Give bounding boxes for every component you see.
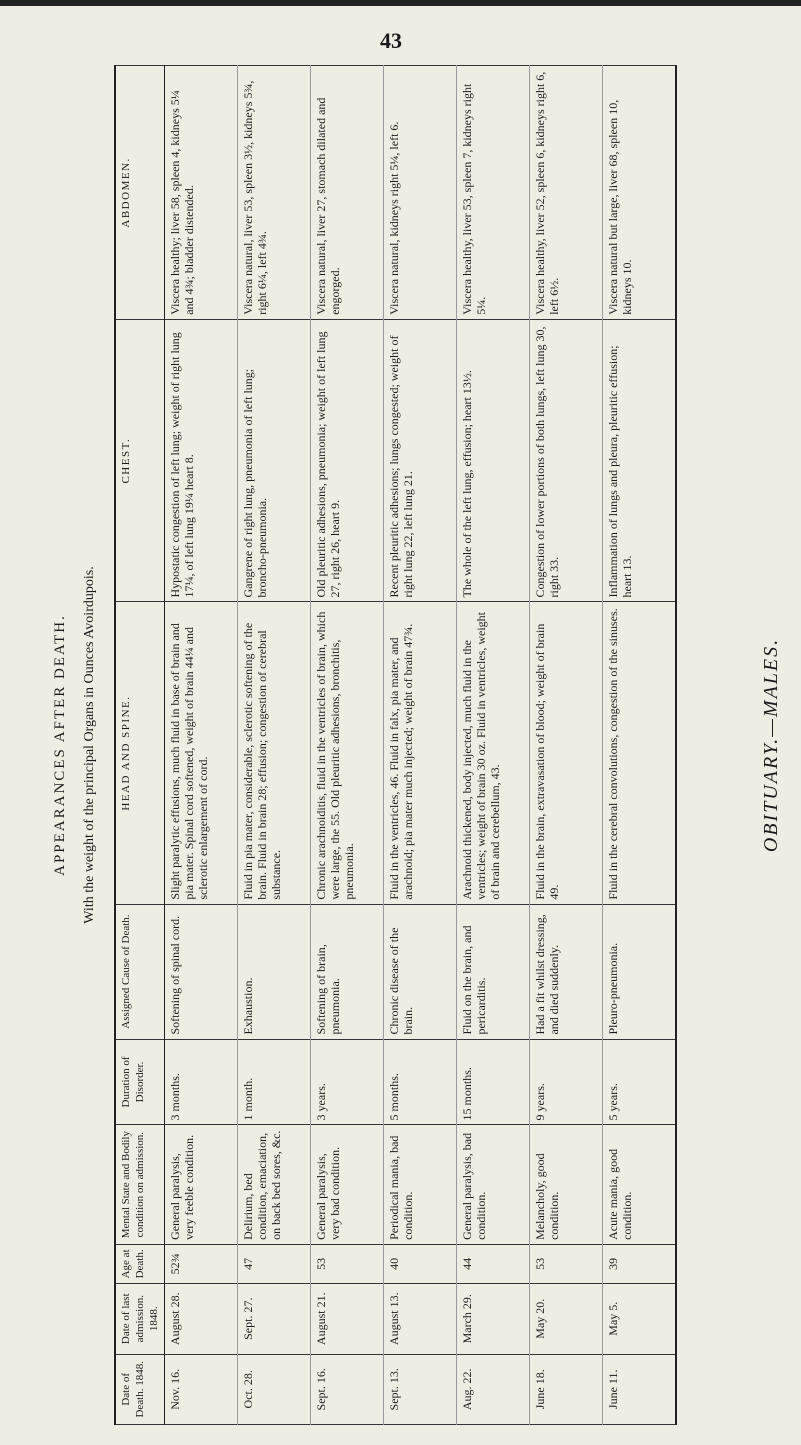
header-head-and-spine: HEAD AND SPINE. (115, 602, 165, 904)
table-subtitle: With the weight of the principal Organs in Ounces Avoirdupois. (82, 566, 97, 924)
cell-head-and-spine: Slight paralytic effusions, much fluid in base of brain and pia mater. Spinal cord softened, weight of brain 44¼ and sclerotic enlargement of cord. (165, 602, 238, 904)
cell-head-and-spine: Fluid in the brain, extravasation of blood; weight of brain 49. (530, 602, 603, 904)
header-mental-state: Mental State and Bodily condition on admission. (115, 1125, 165, 1244)
cell-abdomen: Viscera natural, kidneys right 5¼, left 6. (384, 66, 457, 320)
cell-abdomen: Viscera natural, liver 27, stomach dilated and engorged. (311, 66, 384, 320)
cell-date-of-death: Sept. 16. (311, 1354, 384, 1424)
cell-age: 39 (603, 1244, 677, 1283)
header-date-of-death: Date of Death. 1848. (115, 1354, 165, 1424)
cell-mental-state: General paralysis, bad condition. (457, 1125, 530, 1244)
cell-chest: Recent pleuritic adhesions; lungs congested; weight of right lung 22, left lung 21. (384, 319, 457, 602)
header-row (115, 66, 165, 1425)
cell-date-of-death: Nov. 16. (165, 1354, 238, 1424)
cell-chest: Hypostatic congestion of left lung; weight of right lung 17¼, of left lung 19¼ heart 8. (165, 319, 238, 602)
cell-mental-state: Delirium, bed condition, emaciation, on back bed sores, &c. (238, 1125, 311, 1244)
rotated-document (44, 65, 784, 1425)
header-cause: Assigned Cause of Death. (115, 904, 165, 1039)
cell-chest: Congestion of lower portions of both lungs, left lung 30, right 33. (530, 319, 603, 602)
cell-age: 52¾ (165, 1244, 238, 1283)
table-title: APPEARANCES AFTER DEATH. (52, 614, 68, 876)
cell-mental-state: Melancholy, good condition. (530, 1125, 603, 1244)
cell-cause: Exhaustion. (238, 904, 311, 1039)
table-row (311, 66, 384, 1425)
header-duration: Duration of Disorder. (115, 1039, 165, 1125)
header-chest: CHEST. (115, 319, 165, 602)
cell-age: 47 (238, 1244, 311, 1283)
cell-duration: 3 months. (165, 1039, 238, 1125)
cell-chest: The whole of the left lung, effusion; heart 13½. (457, 319, 530, 602)
table-row (457, 66, 530, 1425)
cell-chest: Old pleuritic adhesions, pneumonia; weight of left lung 27, right 26, heart 9. (311, 319, 384, 602)
cell-head-and-spine: Fluid in the cerebral convolutions, congestion of the sinuses. (603, 602, 677, 904)
cell-duration: 5 years. (603, 1039, 677, 1125)
cell-duration: 9 years. (530, 1039, 603, 1125)
table-row (530, 66, 603, 1425)
cell-date-of-death: Sept. 13. (384, 1354, 457, 1424)
table-body (165, 66, 677, 1425)
cell-date-of-admission: March 29. (457, 1283, 530, 1354)
table-row (384, 66, 457, 1425)
cell-head-and-spine: Chronic arachnoiditis, fluid in the ventricles of brain, which were large, the 55. Old pleuritic adhesions, bronchitis, pneumonia. (311, 602, 384, 904)
cell-abdomen: Viscera healthy, liver 53, spleen 7, kidneys right 5¼. (457, 66, 530, 320)
cell-date-of-death: June 18. (530, 1354, 603, 1424)
top-border (0, 0, 801, 6)
cell-date-of-admission: May 5. (603, 1283, 677, 1354)
cell-mental-state: Periodical mania, bad condition. (384, 1125, 457, 1244)
cell-head-and-spine: Fluid in pia mater, considerable, sclerotic softening of the brain. Fluid in brain 28; effusion; congestion of cerebral substance. (238, 602, 311, 904)
header-age: Age at Death. (115, 1244, 165, 1283)
cell-abdomen: Viscera natural but large, liver 68, spleen 10, kidneys 10. (603, 66, 677, 320)
cell-head-and-spine: Fluid in the ventricles, 46. Fluid in falx, pia mater, and arachnoid; pia mater much injected; weight of brain 47¾. (384, 602, 457, 904)
cell-duration: 15 months. (457, 1039, 530, 1125)
cell-date-of-admission: August 21. (311, 1283, 384, 1354)
page-number: 43 (380, 28, 402, 53)
cell-date-of-admission: August 28. (165, 1283, 238, 1354)
cell-mental-state: General paralysis, very bad condition. (311, 1125, 384, 1244)
cell-date-of-admission: August 13. (384, 1283, 457, 1354)
cell-cause: Had a fit whilst dressing, and died suddenly. (530, 904, 603, 1039)
cell-date-of-death: June 11. (603, 1354, 677, 1424)
header-date-of-admission: Date of last admission. 1848. (115, 1283, 165, 1354)
cell-age: 44 (457, 1244, 530, 1283)
cell-abdomen: Viscera natural, liver 53, spleen 3½, kidneys 5¾, right 6¼, left 4¾. (238, 66, 311, 320)
cell-mental-state: Acute mania, good condition. (603, 1125, 677, 1244)
cell-cause: Pleuro-pneumonia. (603, 904, 677, 1039)
cell-age: 53 (311, 1244, 384, 1283)
cell-abdomen: Viscera healthy, liver 52, spleen 6, kidneys right 6, left 6½. (530, 66, 603, 320)
cell-date-of-admission: Sept. 27. (238, 1283, 311, 1354)
table-row (165, 66, 238, 1425)
cell-cause: Softening of spinal cord. (165, 904, 238, 1039)
cell-cause: Softening of brain, pneumonia. (311, 904, 384, 1039)
obituary-table (114, 65, 677, 1425)
cell-cause: Chronic disease of the brain. (384, 904, 457, 1039)
cell-head-and-spine: Arachnoid thickened, body injected, much fluid in the ventricles; weight of brain 30 oz. Fluid in ventricles, weight of brain and cerebellum, 43. (457, 602, 530, 904)
cell-duration: 3 years. (311, 1039, 384, 1125)
cell-duration: 1 month. (238, 1039, 311, 1125)
cell-date-of-admission: May 20. (530, 1283, 603, 1354)
cell-date-of-death: Oct. 28. (238, 1354, 311, 1424)
header-abdomen: ABDOMEN. (115, 66, 165, 320)
table-row (603, 66, 677, 1425)
cell-date-of-death: Aug. 22. (457, 1354, 530, 1424)
cell-chest: Inflammation of lungs and pleura, pleuritic effusion; heart 13. (603, 319, 677, 602)
running-head: OBITUARY.—MALES. (760, 637, 782, 853)
cell-mental-state: General paralysis, very feeble condition. (165, 1125, 238, 1244)
cell-chest: Gangrene of right lung, pneumonia of left lung; broncho-pneumonia. (238, 319, 311, 602)
cell-duration: 5 months. (384, 1039, 457, 1125)
cell-cause: Fluid on the brain, and pericarditis. (457, 904, 530, 1039)
cell-age: 40 (384, 1244, 457, 1283)
cell-age: 53 (530, 1244, 603, 1283)
table-row (238, 66, 311, 1425)
cell-abdomen: Viscera healthy; liver 58, spleen 4, kidneys 5¼ and 4¾; bladder distended. (165, 66, 238, 320)
